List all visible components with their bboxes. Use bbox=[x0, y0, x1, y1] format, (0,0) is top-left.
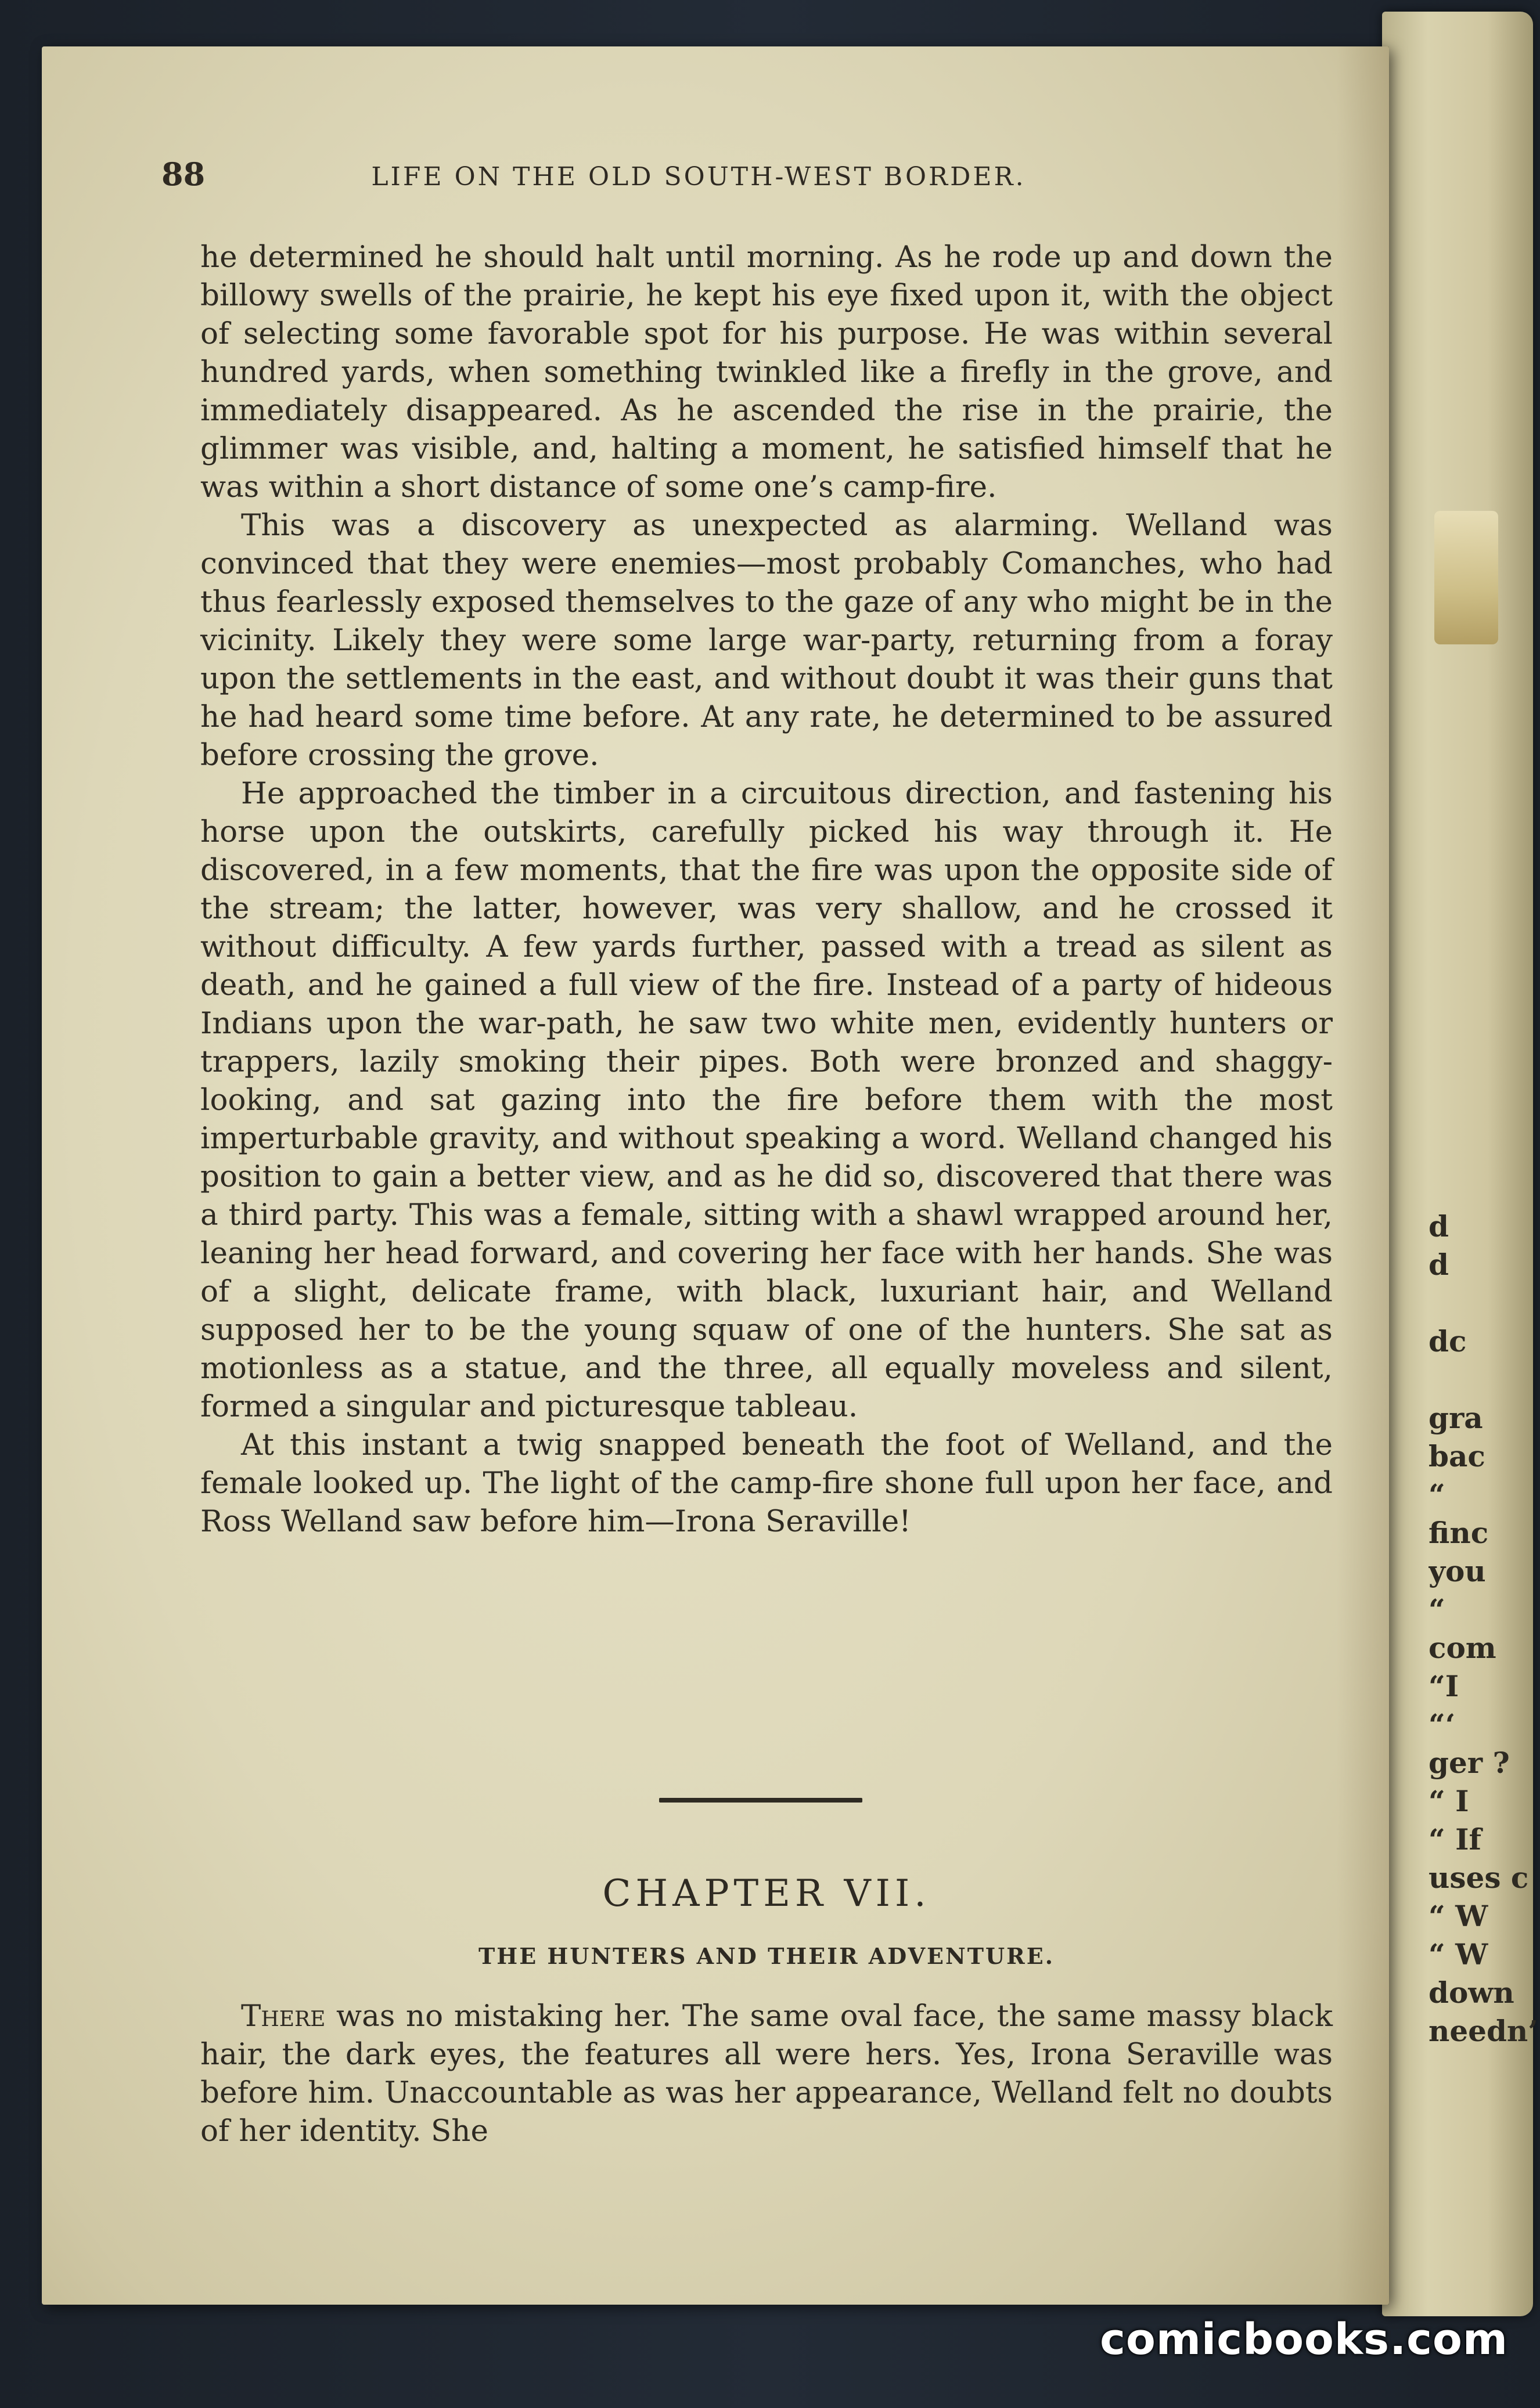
facing-line bbox=[1429, 1284, 1540, 1322]
page-spine-shadow bbox=[1337, 46, 1389, 2305]
facing-line: com bbox=[1429, 1631, 1496, 1665]
facing-line: bac bbox=[1429, 1439, 1485, 1473]
chapter-opening-text: was no mistaking her. The same oval face, the same massy black hair, the dark eyes, the features all were hers. Yes, Irona Seraville was before him. Unaccountable as was her appearance, Welland felt no doubts of her identity. She bbox=[200, 1999, 1333, 2149]
facing-line: needn’ bbox=[1429, 2014, 1538, 2048]
facing-line: dc bbox=[1429, 1324, 1467, 1358]
body-text bbox=[200, 238, 1333, 1541]
running-head bbox=[161, 156, 1236, 193]
chapter-opening bbox=[200, 1997, 1333, 2150]
paragraph-3: He approached the timber in a circuitous direction, and fastening his horse upon the outskirts, carefully picked his way through it. He discovered, in a few moments, that the fire was upon the opposite side of the stream; the latter, however, was very shallow, and he crossed it without difficulty. A few yards further, passed with a tread as silent as death, and he gained a full view of the fire. Instead of a party of hideous Indians upon the war-path, he saw two white men, evidently hunters or trappers, lazily smoking their pipes. Both were bronzed and shaggy-looking, and sat gazing into the fire before them with the most imperturbable gravity, and without speaking a word. Welland changed his position to gain a better view, and as he did so, discovered that there was a third party. This was a female, sitting with a shawl wrapped around her, leaning her head forward, and covering her face with her hands. She was of a slight, delicate frame, with black, luxuriant hair, and Welland supposed her to be the young squaw of one of the hunters. She sat as motionless as a statue, and the three, all equally moveless and silent, formed a singular and picturesque tableau. bbox=[200, 776, 1333, 1424]
facing-line: ger ? bbox=[1429, 1746, 1510, 1780]
facing-line: “ I bbox=[1429, 1784, 1469, 1818]
facing-line: “‘ bbox=[1429, 1707, 1456, 1742]
chapter-opening-word: There bbox=[241, 1999, 326, 2034]
running-title: LIFE ON THE OLD SOUTH-WEST BORDER. bbox=[371, 162, 1026, 192]
facing-line: finc bbox=[1429, 1516, 1489, 1550]
facing-line: d bbox=[1429, 1209, 1449, 1243]
facing-line: “ W bbox=[1429, 1937, 1488, 1971]
chapter-title: CHAPTER VII. bbox=[602, 1872, 931, 1915]
page-number: 88 bbox=[161, 156, 206, 193]
paragraph-1: he determined he should halt until morning. As he rode up and down the billowy swells of the prairie, he kept his eye fixed upon it, with the object of selecting some favorable spot for his purpose. He was within several hundred yards, when something twinkled like a firefly in the grove, and immediately disappeared. As he ascended the rise in the prairie, the glimmer was visible, and, halting a moment, he satisfied himself that he was within a short distance of some one’s camp-fire. bbox=[200, 240, 1333, 504]
facing-line: “ bbox=[1429, 1592, 1445, 1627]
facing-line: “ bbox=[1429, 1477, 1445, 1512]
facing-page-text bbox=[1429, 1207, 1540, 2050]
chapter-paragraph-1 bbox=[200, 1997, 1333, 2150]
facing-line: you bbox=[1429, 1554, 1486, 1588]
facing-line: gra bbox=[1429, 1401, 1483, 1435]
paragraph-2: This was a discovery as unexpected as alarming. Welland was convinced that they were enemies—most probably Comanches, who had thus fearlessly exposed themselves to the gaze of any who might be in the vicinity. Likely they were some large war-party, returning from a foray upon the settlements in the east, and without doubt it was their guns that he had heard some time before. At any rate, he determined to be assured before crossing the grove. bbox=[200, 508, 1333, 773]
facing-line: “ W bbox=[1429, 1899, 1488, 1933]
paragraph-4: At this instant a twig snapped beneath the foot of Welland, and the female looked up. The light of the camp-fire shone full upon her face, and Ross Welland saw before him—Irona Seraville! bbox=[200, 1428, 1333, 1539]
binding-tape bbox=[1434, 511, 1498, 644]
facing-line: down bbox=[1429, 1976, 1514, 2010]
facing-line: “ If bbox=[1429, 1822, 1482, 1857]
watermark: comicbooks.com bbox=[1100, 2315, 1508, 2364]
facing-line: “I bbox=[1429, 1669, 1459, 1703]
section-rule bbox=[659, 1798, 862, 1803]
facing-line bbox=[1429, 1361, 1540, 1399]
facing-line: d bbox=[1429, 1248, 1449, 1282]
chapter-subtitle: THE HUNTERS AND THEIR ADVENTURE. bbox=[478, 1943, 1055, 1969]
facing-line: uses c bbox=[1429, 1861, 1529, 1895]
